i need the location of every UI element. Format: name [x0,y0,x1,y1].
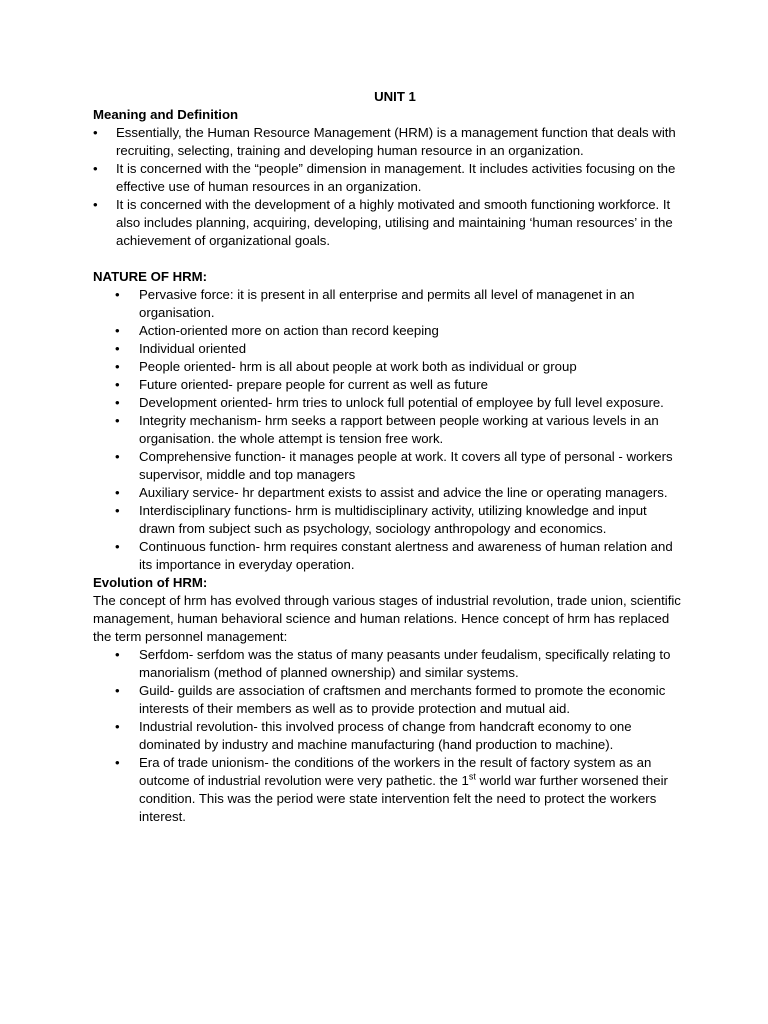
nature-item: • Integrity mechanism- hrm seeks a rapport between people working at various levels in an organisation. the whole attempt is tension free work. [93,412,683,448]
nature-item: • Comprehensive function- it manages people at work. It covers all type of personal - workers supervisor, middle and top managers [93,448,683,484]
meaning-heading: Meaning and Definition [93,107,239,122]
nature-heading: NATURE OF HRM: [93,269,208,284]
nature-item: • Interdisciplinary functions- hrm is multidisciplinary activity, utilizing knowledge and input drawn from subject such as psychology, sociology anthropology and economics. [93,502,683,538]
meaning-item: • Essentially, the Human Resource Management (HRM) is a management function that deals with recruiting, selecting, training and developing human resource in an organization. [93,124,683,160]
spacer [93,250,683,268]
ordinal-superscript: st [468,771,476,782]
nature-list [93,286,683,574]
evolution-heading: Evolution of HRM: [93,575,208,590]
document-body [93,88,683,826]
nature-item: • Auxiliary service- hr department exists to assist and advice the line or operating managers. [93,484,683,502]
evolution-list [93,646,683,826]
meaning-list [93,124,683,250]
page-title: UNIT 1 [374,89,416,104]
evolution-intro: The concept of hrm has evolved through various stages of industrial revolution, trade union, scientific management, human behavioral science and human relations. Hence concept of hrm has replaced the term personnel management: [93,593,681,644]
evolution-item: • Serfdom- serfdom was the status of many peasants under feudalism, specifically relating to manorialism (method of planned ownership) and similar systems. [93,646,683,682]
meaning-item: • It is concerned with the development of a highly motivated and smooth functioning workforce. It also includes planning, acquiring, developing, utilising and maintaining ‘human resources’ in the achievement of organizational goals. [93,196,683,250]
nature-item: • People oriented- hrm is all about people at work both as individual or group [93,358,683,376]
nature-item: • Continuous function- hrm requires constant alertness and awareness of human relation and its importance in everyday operation. [93,538,683,574]
meaning-item: • It is concerned with the “people” dimension in management. It includes activities focusing on the effective use of human resources in an organization. [93,160,683,196]
trade-unionism-text-a: Era of trade unionism- the conditions of the workers in the result of factory system as an outcome of industrial revolution were very pathetic. the 1 [139,755,652,788]
evolution-item-trade-unionism [93,754,683,826]
nature-item: • Pervasive force: it is present in all enterprise and permits all level of managenet in an organisation. [93,286,683,322]
trade-unionism-text-b: world war further worsened their condition. This was the period were state intervention felt the need to protect the workers interest. [139,773,668,824]
nature-item: • Future oriented- prepare people for current as well as future [93,376,683,394]
nature-item: • Development oriented- hrm tries to unlock full potential of employee by full level exposure. [93,394,683,412]
nature-item: • Individual oriented [93,340,683,358]
evolution-item: • Guild- guilds are association of craftsmen and merchants formed to promote the economic interests of their members as well as to provide protection and mutual aid. [93,682,683,718]
nature-item: • Action-oriented more on action than record keeping [93,322,683,340]
evolution-item: • Industrial revolution- this involved process of change from handcraft economy to one dominated by industry and machine manufacturing (hand production to machine). [93,718,683,754]
